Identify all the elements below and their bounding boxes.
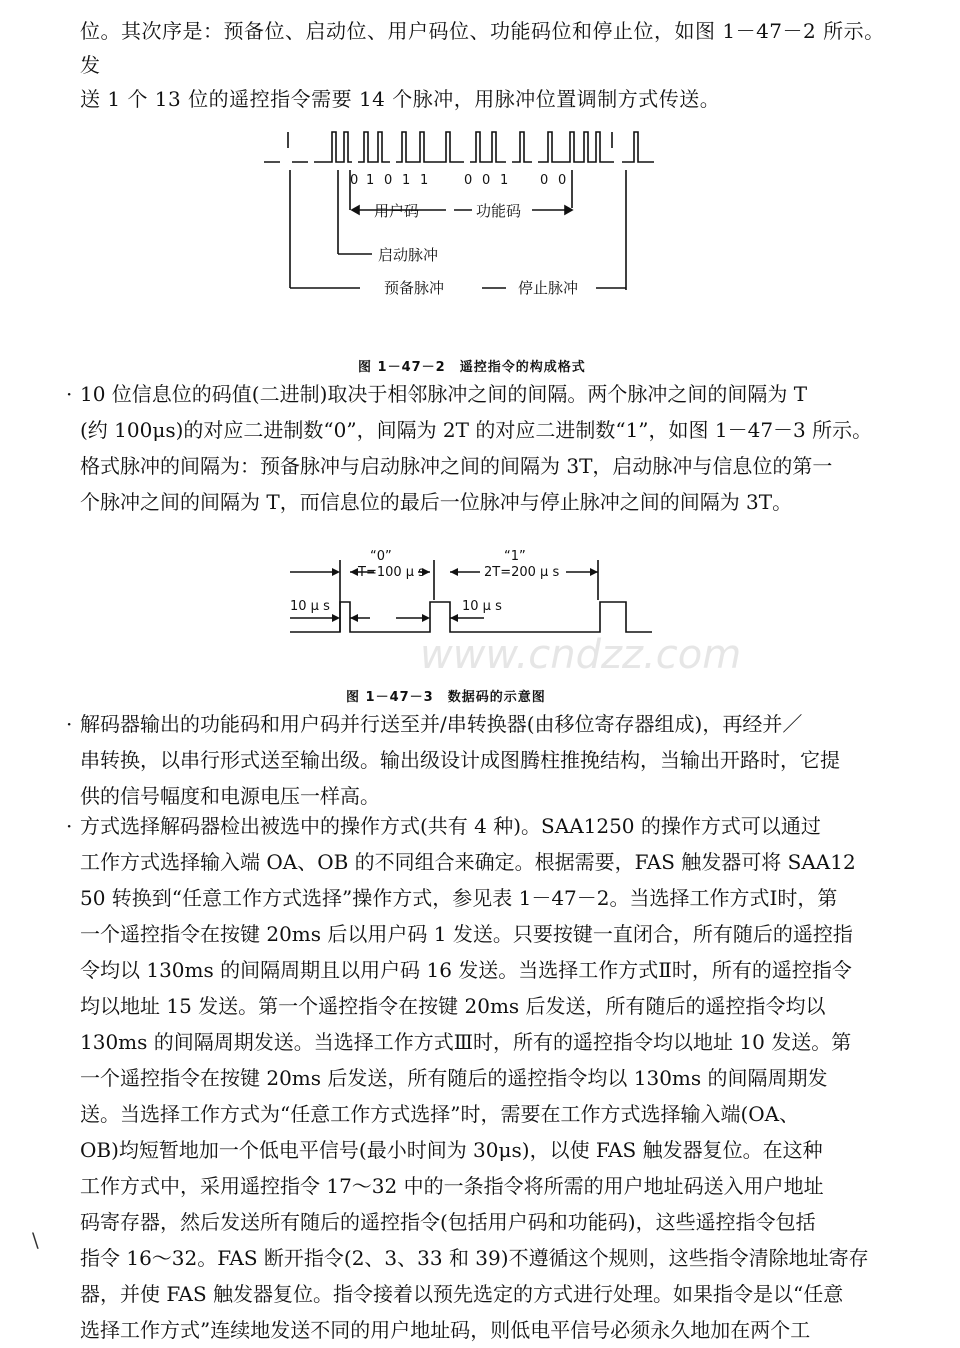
margin-mark: \ (32, 1228, 39, 1252)
fig2-caption: 图 1－47－3 数据码的示意图 (346, 690, 546, 705)
bullet-dot: · (66, 814, 73, 838)
bullet3-line-2: 工作方式选择输入端 OA、OB 的不同组合来确定。根据需要，FAS 触发器可将 SAA12 (80, 850, 856, 874)
intro-line-1: 位。其次序是：预备位、启动位、用户码位、功能码位和停止位，如图 1－47－2 所示。发 (80, 19, 885, 77)
bullet-dot: · (66, 712, 73, 736)
fig2-label-10us-right: 10 μ s (462, 599, 502, 614)
bullet3-line-7: 130ms 的间隔周期发送。当选择工作方式Ⅲ时，所有的遥控指令均以地址 10 发送。第 (80, 1030, 852, 1054)
fig2-label-10us-left: 10 μ s (290, 599, 330, 614)
bullet3-line-4: 一个遥控指令在按键 20ms 后以用户码 1 发送。只要按键一直闭合，所有随后的遥控指 (80, 922, 853, 946)
bullet2-line-1: 解码器输出的功能码和用户码并行送至并/串转换器(由移位寄存器组成)，再经并／ (80, 712, 803, 736)
bullet3-line-11: 工作方式中，采用遥控指令 17～32 中的一条指令将所需的用户地址码送入用户地址 (80, 1174, 824, 1198)
bullet3-line-3: 50 转换到“任意工作方式选择”操作方式，参见表 1－47－2。当选择工作方式Ⅰ时，第 (80, 886, 838, 910)
bullet3-line-9: 送。当选择工作方式为“任意工作方式选择”时，需要在工作方式选择输入端(OA、 (80, 1102, 800, 1126)
fig1-bit-8: 1 (500, 173, 509, 188)
bullet-dot: · (66, 382, 73, 406)
watermark-text: www.cndzz.com (420, 632, 742, 678)
fig1-bit-2: 1 (366, 173, 375, 188)
fig1-label-function-code: 功能码 (476, 202, 522, 220)
bullet2-line-3: 供的信号幅度和电源电压一样高。 (80, 784, 380, 808)
bullet1-line-4: 个脉冲之间的间隔为 T，而信息位的最后一位脉冲与停止脉冲之间的间隔为 3T。 (80, 490, 793, 514)
bullet3-line-15: 选择工作方式”连续地发送不同的用户地址码，则低电平信号必须永久地加在两个工 (80, 1318, 811, 1342)
fig1-caption: 图 1－47－2 遥控指令的构成格式 (358, 360, 586, 375)
intro-line-2: 送 1 个 13 位的遥控指令需要 14 个脉冲，用脉冲位置调制方式传送。 (80, 87, 721, 111)
intro-paragraph (80, 14, 892, 116)
bullet3-line-10: OB)均短暂地加一个低电平信号(最小时间为 30μs)，以使 FAS 触发器复位。在这种 (80, 1138, 823, 1162)
bullet3-line-1: 方式选择解码器检出被选中的操作方式(共有 4 种)。SAA1250 的操作方式可以通过 (80, 814, 821, 838)
fig2-label-2t: 2T=200 μ s (484, 565, 560, 580)
fig2-label-t: T=100 μ s (358, 565, 425, 580)
fig-command-format (250, 118, 670, 308)
bullet3-line-13: 指令 16～32。FAS 断开指令(2、3、33 和 39)不遵循这个规则，这些指令清除地址寄存 (80, 1246, 869, 1270)
fig1-bit-4: 1 (402, 173, 411, 188)
fig-data-code (280, 540, 660, 640)
fig1-bit-3: 0 (384, 173, 393, 188)
fig1-bit-5: 1 (420, 173, 429, 188)
fig2-label-one: “1” (504, 549, 526, 564)
bullet1-line-1: 10 位信息位的码值(二进制)取决于相邻脉冲之间的间隔。两个脉冲之间的间隔为 T (80, 382, 808, 406)
bullet1-line-2: (约 100μs)的对应二进制数“0”，间隔为 2T 的对应二进制数“1”，如图 1－47－3 所示。 (80, 418, 873, 442)
bullet3-line-8: 一个遥控指令在按键 20ms 后发送，所有随后的遥控指令均以 130ms 的间隔周期发 (80, 1066, 828, 1090)
bullet3-line-12: 码寄存器，然后发送所有随后的遥控指令(包括用户码和功能码)，这些遥控指令包括 (80, 1210, 816, 1234)
bullet3-line-14: 器，并使 FAS 触发器复位。指令接着以预先选定的方式进行处理。如果指令是以“任意 (80, 1282, 844, 1306)
bullet-paragraph-2 (66, 706, 896, 814)
fig1-label-user-code: 用户码 (374, 202, 420, 220)
bullet1-line-3: 格式脉冲的间隔为：预备脉冲与启动脉冲之间的间隔为 3T，启动脉冲与信息位的第一 (80, 454, 833, 478)
fig2-label-zero: “0” (370, 549, 392, 564)
fig1-label-preamble-pulse: 预备脉冲 (384, 279, 445, 297)
fig1-bit-10: 0 (558, 173, 567, 188)
bullet2-line-2: 串转换，以串行形式送至输出级。输出级设计成图腾柱推挽结构，当输出开路时，它提 (80, 748, 840, 772)
fig1-bit-1: 0 (350, 173, 359, 188)
fig1-bit-6: 0 (464, 173, 473, 188)
fig1-label-start-pulse: 启动脉冲 (378, 246, 439, 264)
bullet3-line-5: 令均以 130ms 的间隔周期且以用户码 16 发送。当选择工作方式Ⅱ时，所有的遥控指令 (80, 958, 852, 982)
fig1-bit-7: 0 (482, 173, 491, 188)
bullet-paragraph-1 (66, 376, 896, 520)
fig1-label-stop-pulse: 停止脉冲 (518, 279, 579, 297)
bullet3-line-6: 均以地址 15 发送。第一个遥控指令在按键 20ms 后发送，所有随后的遥控指令均以 (80, 994, 826, 1018)
bullet-paragraph-3 (66, 808, 896, 1348)
fig1-bit-9: 0 (540, 173, 549, 188)
